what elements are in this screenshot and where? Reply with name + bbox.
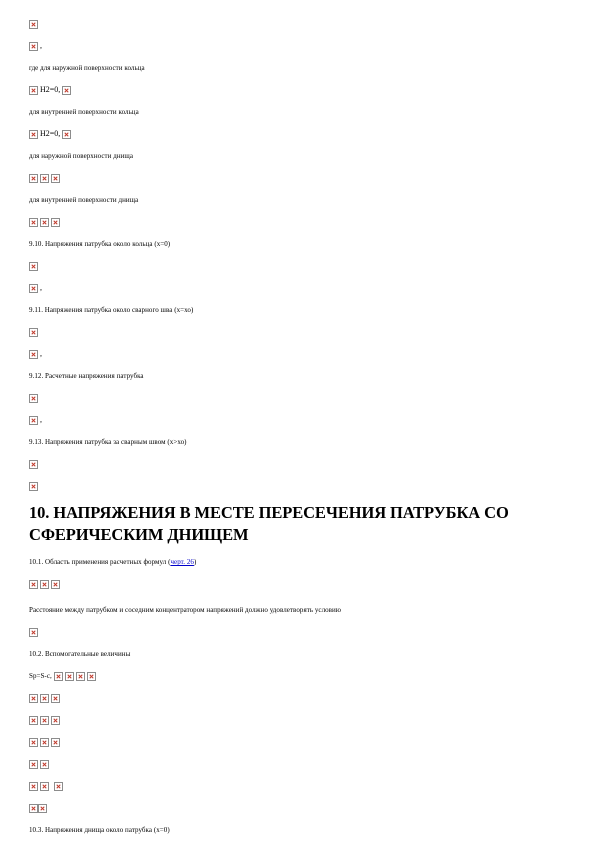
chapter-heading-line-2: СФЕРИЧЕСКИМ ДНИЩЕМ [29,525,249,544]
broken-image-icon [29,716,38,725]
broken-image-icon [76,672,85,681]
formula-label: H2=0, [40,85,61,94]
broken-image-icon [62,130,71,139]
broken-image-icon [40,580,49,589]
formula-row: , [29,40,574,52]
broken-image-icon [40,218,49,227]
broken-image-icon [87,672,96,681]
broken-image-icon [40,782,49,791]
document-body [29,14,574,836]
broken-image-icon [29,262,38,271]
formula-row [29,736,574,748]
broken-image-icon [40,760,49,769]
formula-row [29,758,574,770]
section-title [29,556,574,568]
section-title-text-end: ) [193,558,197,566]
formula-row [29,392,574,404]
broken-image-icon [51,738,60,747]
formula-row [29,626,574,638]
text-line: Расстояние между патрубком и соседним концентратором напряжений должно удовлетворять условию [29,606,342,614]
broken-image-icon [29,20,38,29]
formula-row [29,326,574,338]
broken-image-icon [29,804,38,813]
chapter-heading [29,502,574,546]
formula-row [29,480,574,492]
text-line: для внутренней поверхности кольца [29,108,139,116]
broken-image-icon [54,672,63,681]
broken-image-icon [29,284,38,293]
section-title: 9.10. Напряжения патрубка около кольца (х=0) [29,240,171,248]
broken-image-icon [40,174,49,183]
broken-image-icon [29,130,38,139]
formula-row [29,802,574,814]
formula-row [29,578,574,590]
formula-row [29,84,574,96]
broken-image-icon [29,86,38,95]
text-line: для внутренней поверхности днища [29,196,139,204]
broken-image-icon [29,394,38,403]
broken-image-icon [51,716,60,725]
broken-image-icon [29,782,38,791]
formula-row [29,260,574,272]
broken-image-icon [29,350,38,359]
broken-image-icon [40,738,49,747]
formula-row [29,458,574,470]
broken-image-icon [51,694,60,703]
section-title: 10.2. Вспомогательные величины [29,650,131,658]
formula-row: , [29,414,574,426]
broken-image-icon [29,482,38,491]
broken-image-icon [51,580,60,589]
text-line: где для наружной поверхности кольца [29,64,145,72]
section-title: 9.11. Напряжения патрубка около сварного шва (х=хо) [29,306,194,314]
formula-label: Sp=S-c, [29,672,52,680]
broken-image-icon [38,804,47,813]
formula-row [29,128,574,140]
formula-row: , [29,282,574,294]
broken-image-icon [62,86,71,95]
broken-image-icon [29,580,38,589]
broken-image-icon [29,760,38,769]
formula-row: , [29,348,574,360]
broken-image-icon [54,782,63,791]
broken-image-icon [29,42,38,51]
formula-row [29,692,574,704]
formula-row [29,670,574,682]
formula-row [29,780,574,792]
broken-image-icon [29,628,38,637]
formula-label: H2=0, [40,129,61,138]
formula-row [29,172,574,184]
broken-image-icon [29,694,38,703]
text-line: для наружной поверхности днища [29,152,134,160]
section-title-text: 10.1. Область применения расчетных формул ( [29,558,171,566]
formula-row [29,18,574,30]
section-title: 9.12. Расчетные напряжения патрубка [29,372,144,380]
section-title: 9.13. Напряжения патрубка за сварным швом (х>хо) [29,438,187,446]
broken-image-icon [29,328,38,337]
broken-image-icon [40,694,49,703]
formula-row [29,216,574,228]
broken-image-icon [29,218,38,227]
broken-image-icon [65,672,74,681]
section-title: 10.3. Напряжения днища около патрубка (х=0) [29,826,170,834]
formula-row [29,714,574,726]
broken-image-icon [40,716,49,725]
chapter-heading-line-1: 10. НАПРЯЖЕНИЯ В МЕСТЕ ПЕРЕСЕЧЕНИЯ ПАТРУБКА СО [29,503,509,522]
broken-image-icon [51,218,60,227]
drawing-link[interactable]: черт. 26 [170,558,194,566]
broken-image-icon [29,460,38,469]
broken-image-icon [29,738,38,747]
broken-image-icon [29,174,38,183]
broken-image-icon [51,174,60,183]
broken-image-icon [29,416,38,425]
